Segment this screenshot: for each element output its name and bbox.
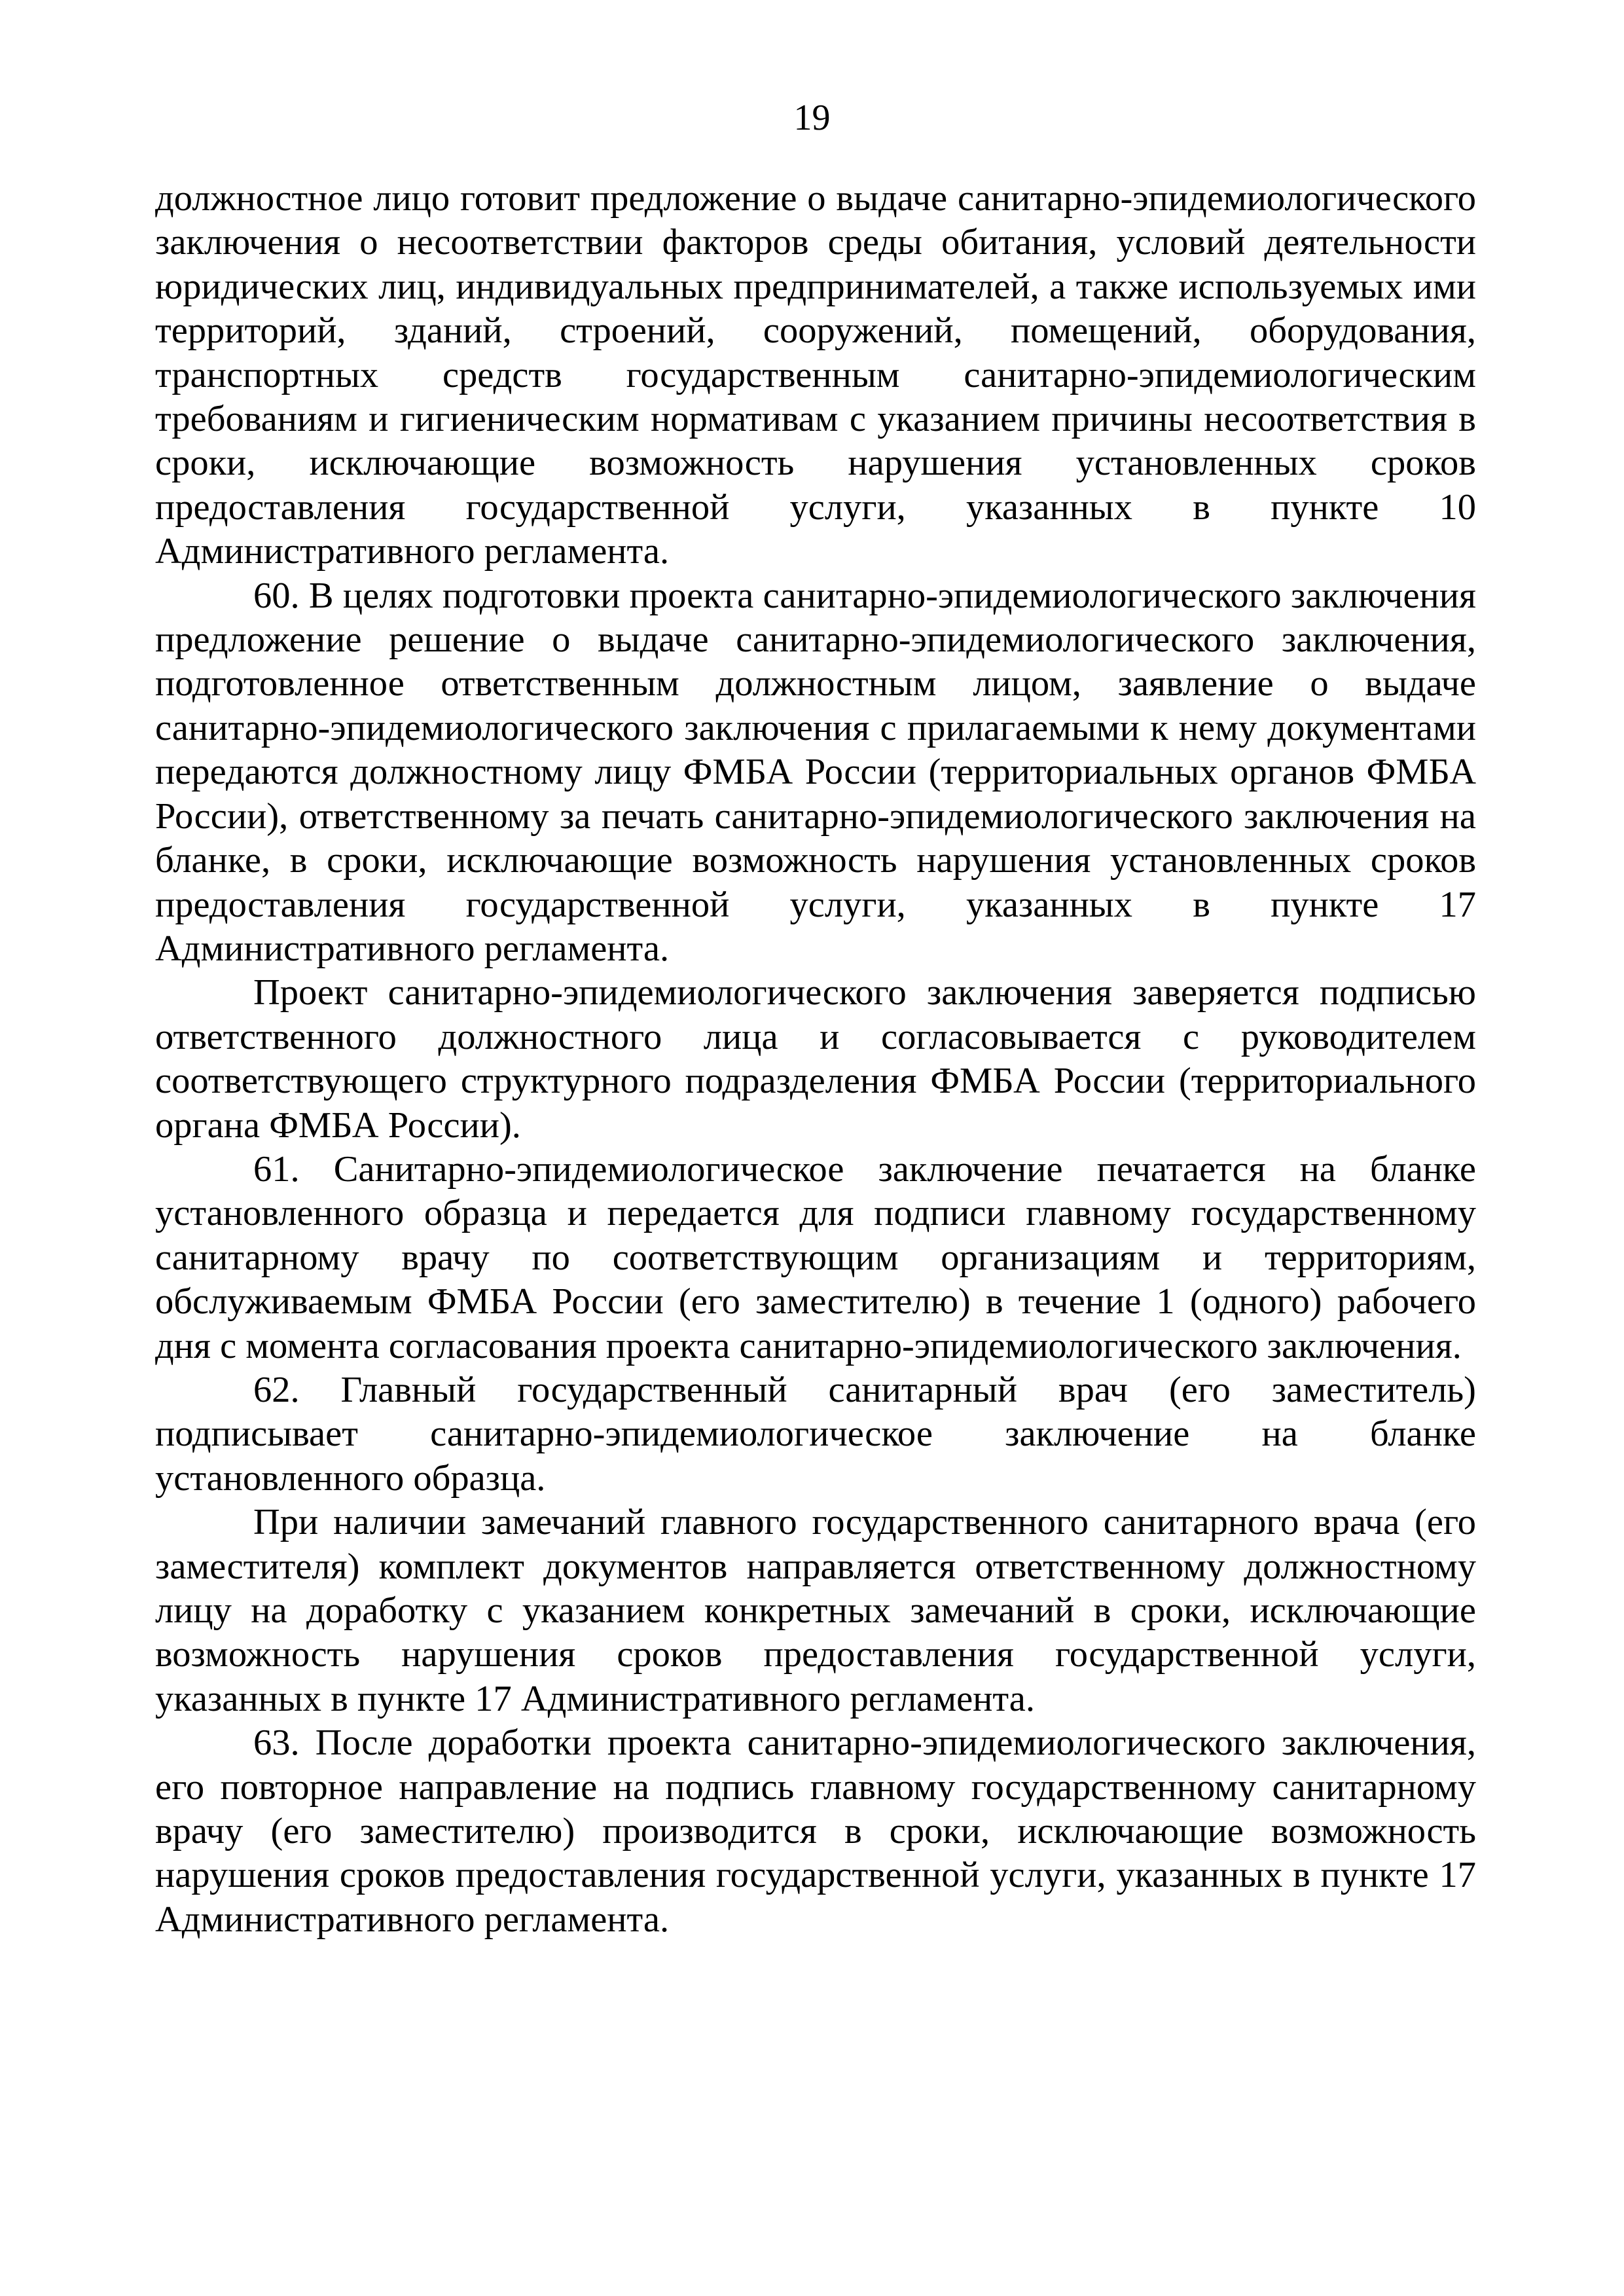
paragraph-62: 62. Главный государственный санитарный врач (его заместитель) подписывает санитарно-эпидемиологическое заключение на бланке установленного образца. <box>155 1369 1476 1499</box>
paragraph-remarks: При наличии замечаний главного государственного санитарного врача (его заместителя) комплект документов направляется ответственному должностному лицу на доработку с указанием конкретных замечаний в сроки, исключающие возможность нарушения сроков предоставления государственной услуги, указанных в пункте 17 Административного регламента. <box>155 1502 1476 1719</box>
paragraph-63: 63. После доработки проекта санитарно-эпидемиологического заключения, его повторное направление на подпись главному государственному санитарному врачу (его заместителю) производится в сроки, исключающие возможность нарушения сроков предоставления государственной услуги, указанных в пункте 17 Административного регламента. <box>155 1722 1476 1940</box>
paragraph-60: 60. В целях подготовки проекта санитарно-эпидемиологического заключения предложение решение о выдаче санитарно-эпидемиологического заключения, подготовленное ответственным должностным лицом, заявление о выдаче санитарно-эпидемиологического заключения с прилагаемыми к нему документами передаются должностному лицу ФМБА России (территориальных органов ФМБА России), ответственному за печать санитарно-эпидемиологического заключения на бланке, в сроки, исключающие возможность нарушения установленных сроков предоставления государственной услуги, указанных в пункте 17 Административного регламента. <box>155 575 1476 969</box>
paragraph-project-approval: Проект санитарно-эпидемиологического заключения заверяется подписью ответственного должностного лица и согласовывается с руководителем соответствующего структурного подразделения ФМБА России (территориального органа ФМБА России). <box>155 972 1476 1146</box>
page-number: 19 <box>793 98 831 138</box>
paragraph-continuation: должностное лицо готовит предложение о выдаче санитарно-эпидемиологического заключения о несоответствии факторов среды обитания, условий деятельности юридических лиц, индивидуальных предпринимателей, а также используемых ими территорий, зданий, строений, сооружений, помещений, оборудования, транспортных средств государственным санитарно-эпидемиологическим требованиям и гигиеническим нормативам с указанием причины несоответствия в сроки, исключающие возможность нарушения установленных сроков предоставления государственной услуги, указанных в пункте 10 Административного регламента. <box>155 178 1476 572</box>
paragraph-61: 61. Санитарно-эпидемиологическое заключение печатается на бланке установленного образца и передается для подписи главному государственному санитарному врачу по соответствующим организациям и территориям, обслуживаемым ФМБА России (его заместителю) в течение 1 (одного) рабочего дня с момента согласования проекта санитарно-эпидемиологического заключения. <box>155 1148 1476 1366</box>
document-body <box>155 177 1476 1942</box>
